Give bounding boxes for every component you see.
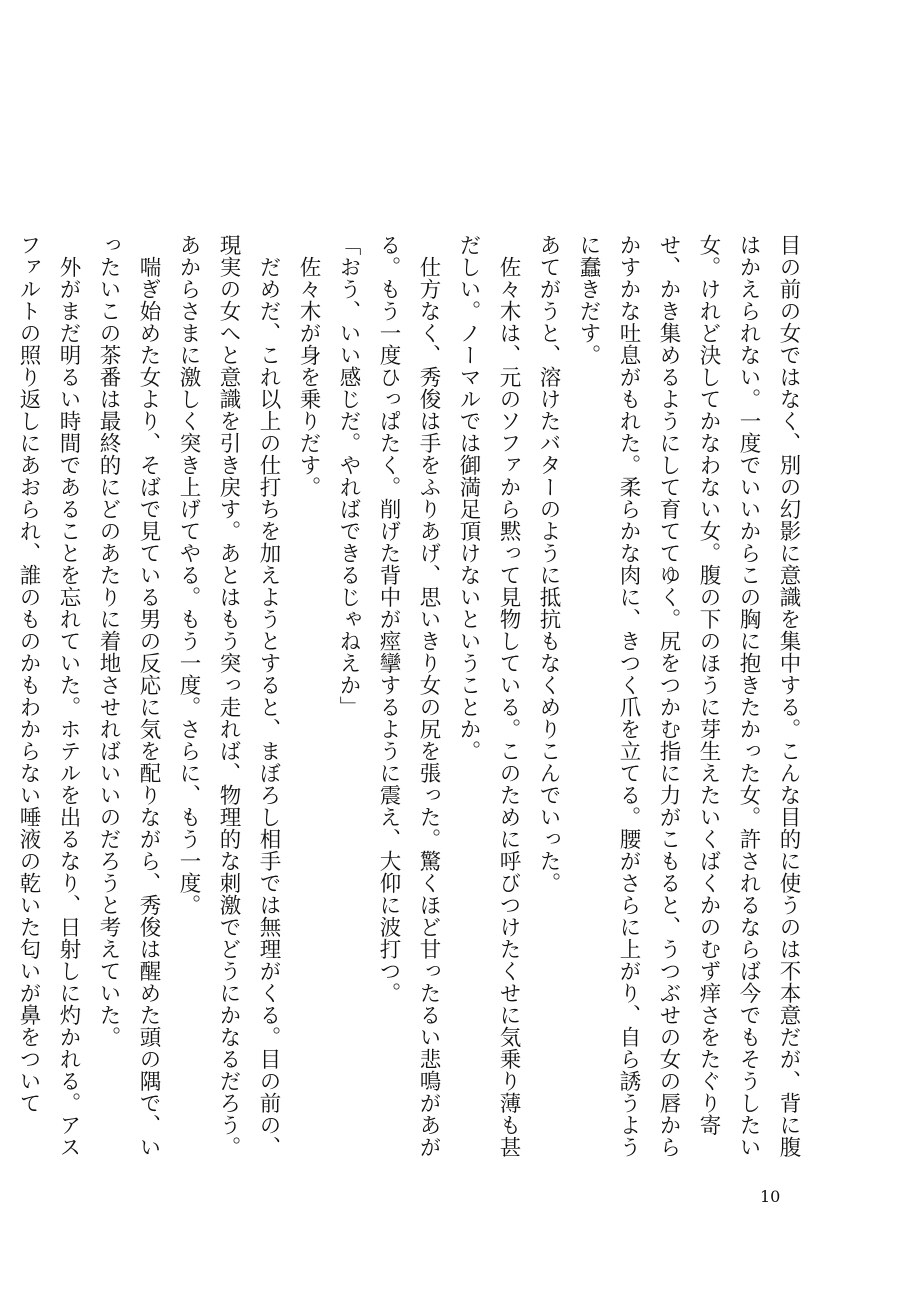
vertical-text-body [16, 234, 808, 1164]
paragraph-1: 目の前の女ではなく、別の幻影に意識を集中する。こんな目的に使うのは不本意だが、背に腹はかえられない。一度でいいからこの胸に抱きたかった女。許されるならば今でもそうしたい女。けれど決してかなわない女。腹の下のほうに芽生えたいくばくかのむず痒さをたぐり寄せ、かき集めるようにして育ててゆく。尻をつかむ指に力がこもると、うつぶせの女の唇からかすかな吐息がもれた。柔らかな肉に、きつく爪を立てる。腰がさらに上がり、自ら誘うように蠢きだす。 [576, 234, 801, 1158]
paragraph-7: だめだ、これ以上の仕打ちを加えようとすると、まぼろし相手では無理がくる。目の前の、現実の女へと意識を引き戻す。あとはもう突っ走れば、物理的な刺激でどうにかなるだろう。あからさまに激しく突き上げてやる。もう一度。さらに、もう一度。 [176, 234, 281, 1158]
paragraph-2: あてがうと、溶けたバターのように抵抗もなくめりこんでいった。 [536, 234, 561, 894]
paragraph-9: 外がまだ明るい時間であることを忘れていた。ホテルを出るなり、日射しに灼かれる。アスファルトの照り返しにあおられ、誰のものかもわからない唾液の乾いた匂いが鼻をついて [16, 234, 81, 1158]
paragraph-3: 佐々木は、元のソファから黙って見物している。このために呼びつけたくせに気乗り薄も甚だしい。ノーマルでは御満足頂けないということか。 [456, 234, 521, 1158]
paragraph-8: 喘ぎ始めた女より、そばで見ている男の反応に気を配りながら、秀俊は醒めた頭の隅で、いったいこの茶番は最終的にどのあたりに着地させればいいのだろうと考えていた。 [96, 234, 161, 1158]
paragraph-4: 仕方なく、秀俊は手をふりあげ、思いきり女の尻を張った。驚くほど甘ったるい悲鳴があがる。もう一度ひっぱたく。削げた背中が痙攣するように震え、大仰に波打つ。 [376, 234, 441, 1158]
page-number: 10 [760, 1187, 781, 1206]
paragraph-5-dialogue: 「おう、いい感じだ。やればできるじゃねえか」 [336, 234, 361, 718]
paragraph-6: 佐々木が身を乗りだす。 [296, 255, 321, 498]
